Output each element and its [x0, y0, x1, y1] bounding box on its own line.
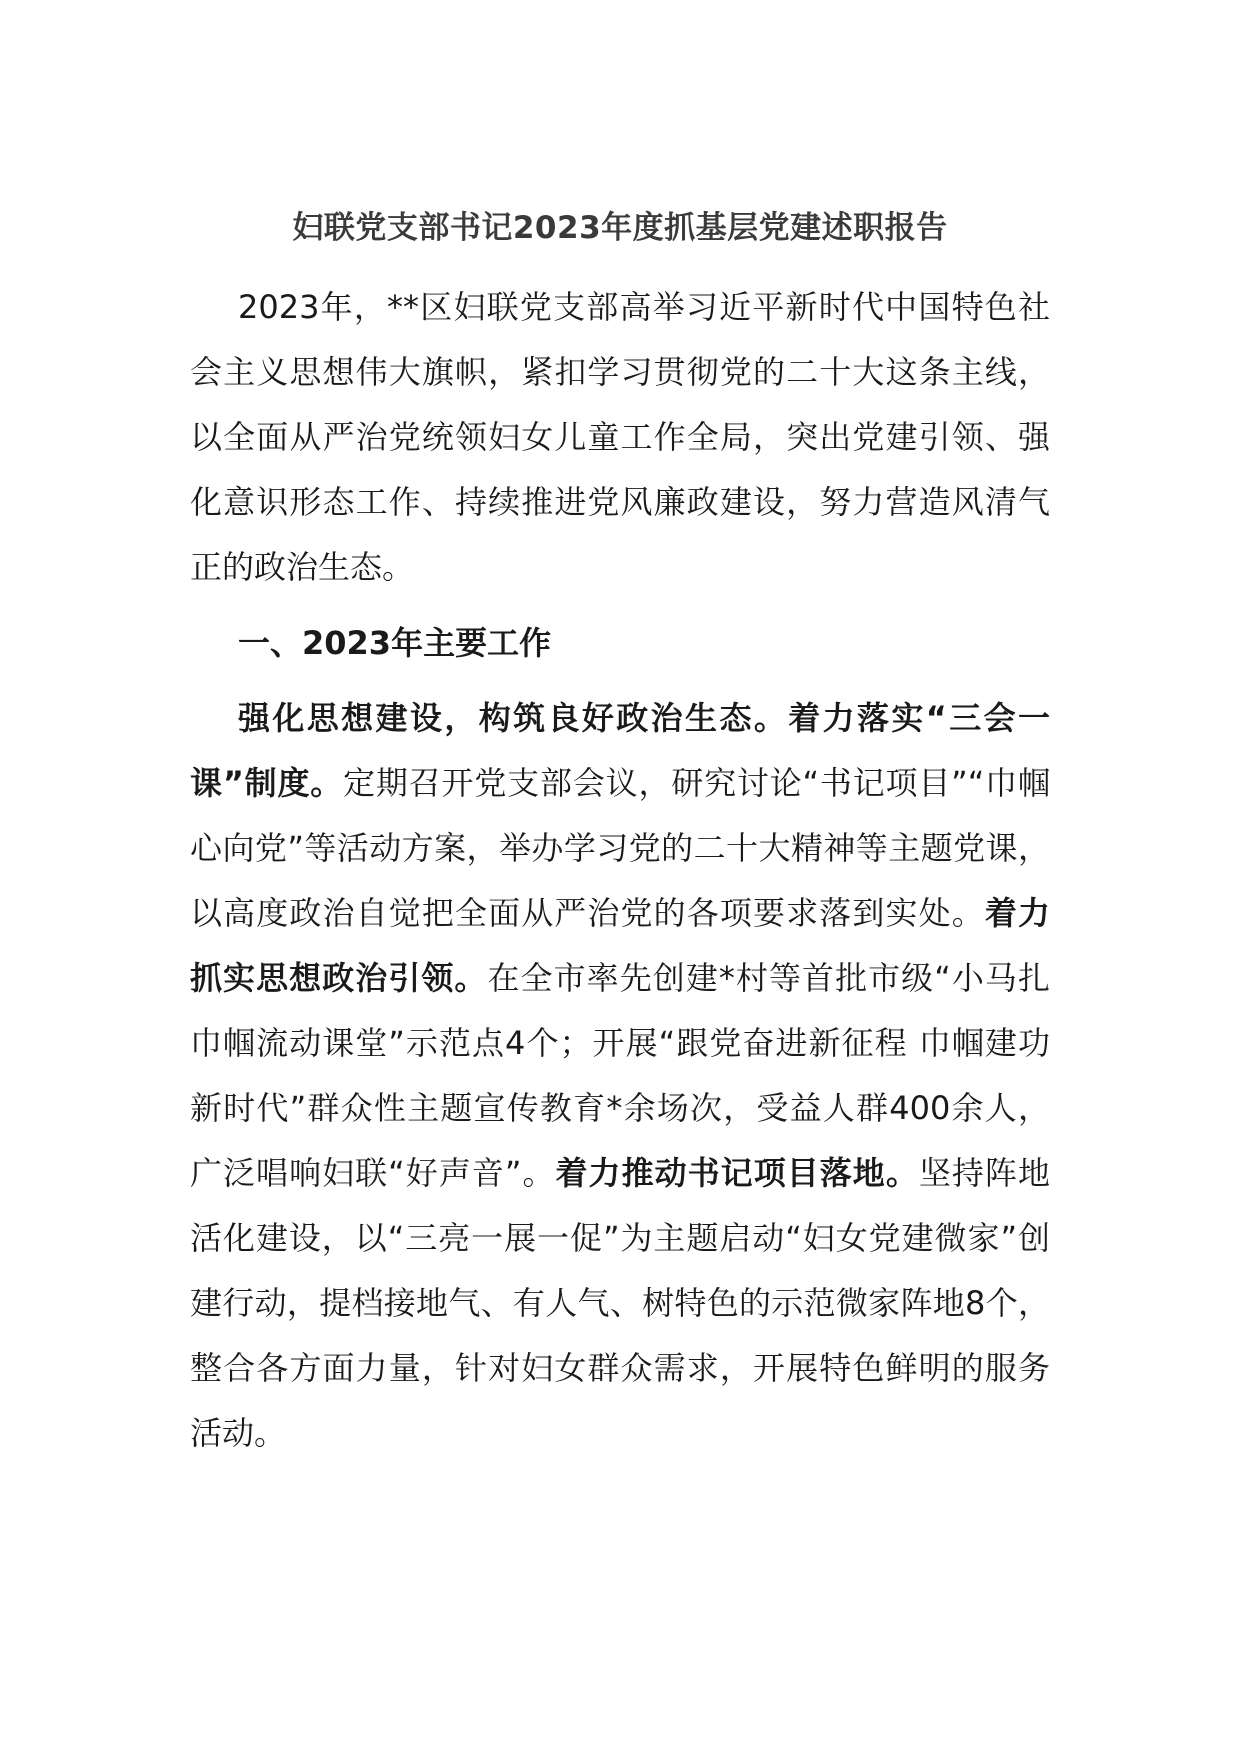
sub1-title: 着力落实“三会一课”制度。 [190, 699, 1050, 802]
document-title: 妇联党支部书记2023年度抓基层党建述职报告 [292, 210, 948, 246]
sub2-title: 着力抓实思想政治引领。 [190, 894, 1050, 997]
intro-paragraph [190, 275, 1050, 600]
sub3-title: 着力推动书记项目落地。 [555, 1154, 919, 1192]
section-body [190, 686, 1050, 1466]
intro-text: 2023年，**区妇联党支部高举习近平新时代中国特色社会主义思想伟大旗帜，紧扣学习贯彻党的二十大这条主线，以全面从严治党统领妇女儿童工作全局，突出党建引领、强化意识形态工作、持续推进党风廉政建设，努力营造风清气正的政治生态。 [190, 288, 1050, 586]
sub3-text: 坚持阵地活化建设，以“三亮一展一促”为主题启动“妇女党建微家”创建行动，提档接地气、有人气、树特色的示范微家阵地8个，整合各方面力量，针对妇女群众需求，开展特色鲜明的服务活动。 [190, 1154, 1050, 1452]
section-heading: 一、2023年主要工作 [238, 624, 552, 662]
sub2-text: 在全市率先创建*村等首批市级“小马扎巾帼流动课堂”示范点4个；开展“跟党奋进新征程 巾帼建功新时代”群众性主题宣传教育*余场次，受益人群400余人，广泛唱响妇联“好声音”。 [190, 959, 1050, 1192]
bold-lead: 强化思想建设，构筑良好政治生态。 [238, 699, 789, 737]
sub1-text: 定期召开党支部会议，研究讨论“书记项目”“巾帼心向党”等活动方案，举办学习党的二十大精神等主题党课，以高度政治自觉把全面从严治党的各项要求落到实处。 [190, 764, 1050, 932]
section-paragraph [190, 686, 1050, 1466]
